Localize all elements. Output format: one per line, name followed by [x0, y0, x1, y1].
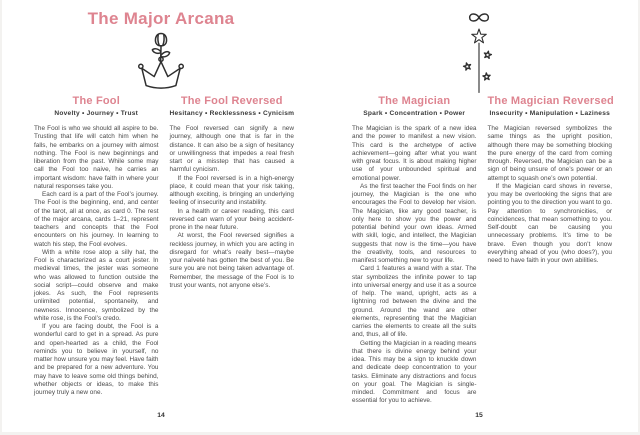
- page-right: [320, 0, 638, 432]
- body-paragraph: If the Fool reversed is in a high-energy place, it could mean that your risk taking, although exciting, is bringing an underlying feeling of insecurity and instability.: [169, 174, 294, 207]
- section-the-fool-reversed: [170, 95, 295, 402]
- page-number: 14: [157, 412, 165, 419]
- body-paragraph: The Fool is who we should all aspire to be. Trusting that life will catch him when he falls, he embarks on a journey with almost nothing. The Fool is new beginnings and liberation from the past. While some may call the Fool too naive, he carries an important wisdom: have faith in where your natural responses take you.: [34, 125, 159, 190]
- section-heading: The Magician: [378, 95, 451, 107]
- body-paragraph: The Magician is the spark of a new idea and the power to manifest a new vision. This card is the archetype of active achievement—going after what you want with great focus. It is about making higher use of your unbounded spiritual and emotional power.: [352, 125, 477, 182]
- left-page-header: [2, 0, 320, 96]
- section-keywords: Hesitancy • Recklessness • Cynicism: [169, 110, 295, 117]
- section-the-magician: [352, 95, 477, 405]
- body-paragraph: Card 1 features a wand with a star. The star symbolizes the infinite power to tap into universal energy and use it as a source of help. The wand, upright, acts as a lightning rod between the divine and the ground. Around the wand are other elements, representing that the Magician carries the elements to create all the suits and, thus, all of life.: [352, 265, 477, 339]
- left-page-columns: [34, 95, 294, 402]
- section-the-fool: [34, 95, 159, 402]
- section-keywords: Spark • Concentration • Power: [363, 110, 466, 117]
- body-paragraph: The Fool reversed can signify a new journey, although one that is far in the distance. It can also be a sign of hesitancy or unwillingness that impedes a real fresh start or a misstep that has caused a harmful cynicism.: [169, 125, 294, 174]
- section-the-magician-reversed: [488, 95, 613, 402]
- body-paragraph: With a white rose atop a silly hat, the Fool is characterized as a court jester. In medieval times, the jester was someone who was allowed to function outside the social script—could observe and make jokes. As such, the Fool represents unlimited potential, spontaneity, and newness. Innocence, symbolized by the white rose, is the Fool’s credo.: [34, 248, 159, 322]
- jester-crown-rose-icon: [128, 31, 194, 93]
- chapter-title: The Major Arcana: [87, 9, 235, 28]
- page-number: 15: [475, 412, 483, 419]
- section-keywords: Insecurity • Manipulation • Laziness: [489, 110, 611, 117]
- book-spread: [2, 0, 638, 432]
- section-keywords: Novelty • Journey • Trust: [54, 110, 139, 117]
- body-paragraph: The Magician reversed symbolizes the same things as the upright position, although there may be something blocking the pure energy of the card from coming through. Reversed, the Magician can be a sign of being unsure of one’s power or an attempt to squash one’s own potential.: [487, 125, 612, 182]
- body-paragraph: Getting the Magician in a reading means that there is divine energy behind your idea. This may be a sign to knuckle down and dedicate deep concentration to your tasks. Eliminate any distractions and focus on your goal. The Magician is single-minded. Commitment and focus are essential for you to achieve.: [352, 339, 477, 405]
- body-paragraph: If the Magician card shows in reverse, you may be overlooking the signs that are pointing you to the direction you want to go. Pay attention to synchronicities, or coincidences, that mean something to you. Self-doubt can be causing you unnecessary problems. It’s time to be brave. Even though you don’t know everything ahead of you (who does?), you need to have faith in your own abilities.: [487, 182, 612, 264]
- section-heading: The Fool: [72, 95, 120, 107]
- right-page-header: [320, 0, 638, 96]
- body-paragraph: As the first teacher the Fool finds on her journey, the Magician is the one who encourages the Fool to develop her vision. The Magician, like any good teacher, is only here to show you the power and potential behind your own ideas. Armed with skill, logic, and intellect, the Magician suggests that now is the time—you have the creativity, tools, and resources to manifest something new to your life.: [352, 182, 477, 264]
- body-paragraph: At worst, the Fool reversed signifies a reckless journey, in which you are acting in disregard for what’s really best—maybe your naïveté has gotten the best of you. Be sure you are not being taken advantage of. Remember, the message of the Fool is to trust your wants, not anyone else’s.: [169, 232, 294, 289]
- star-wand-icon: [453, 28, 505, 94]
- right-page-columns: [352, 95, 614, 405]
- body-paragraph: Each card is a part of the Fool’s journey. The Fool is the beginning, end, and center of the tarot, all at once, as card 0. The rest of the major arcana, cards 1–21, represent teachers and concepts that the Fool encounters on his journey. In learning to watch his step, the Fool evolves.: [34, 191, 159, 248]
- body-paragraph: If you are facing doubt, the Fool is a wonderful card to get in a spread. As pure and open-hearted as a child, the Fool reminds you to believe in yourself, no matter how unsure you may feel. Have faith and be prepared for a new adventure. You may have to leave some old things behind, whether objects or ideas, to make this journey truly a new one.: [34, 323, 159, 396]
- section-heading: The Fool Reversed: [180, 95, 283, 107]
- section-heading: The Magician Reversed: [487, 95, 614, 107]
- body-paragraph: In a health or career reading, this card reversed can warn of your being accident-prone in the near future.: [169, 207, 294, 231]
- page-left: [2, 0, 320, 432]
- infinity-icon: [459, 9, 499, 26]
